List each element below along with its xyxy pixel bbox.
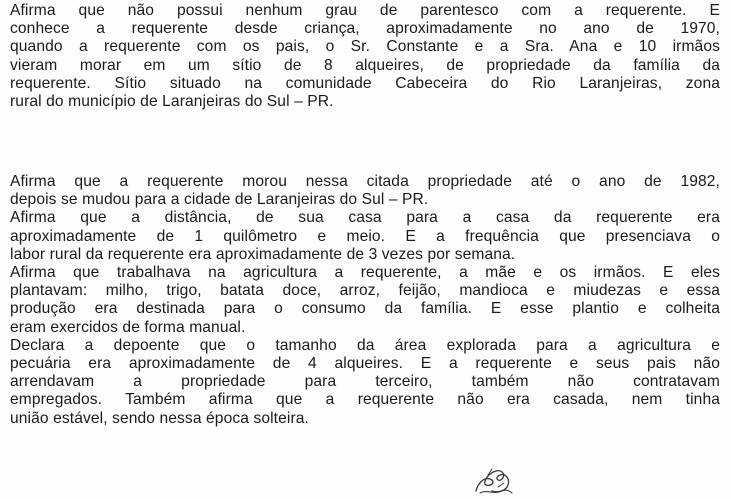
text-line: rural do município de Laranjeiras do Sul – PR. — [10, 93, 334, 111]
text-line: labor rural da requerente era aproximadamente de 3 vezes por semana. — [10, 245, 516, 263]
signature-scribble — [468, 465, 516, 497]
paragraph-statements — [10, 173, 720, 428]
text-line: união estável, sendo nessa época solteira. — [10, 409, 309, 427]
text-line: produção era destinada para o consumo da família. E esse plantio e colheita — [10, 300, 720, 318]
text-line: eram exercidos de forma manual. — [10, 318, 246, 336]
text-line: Afirma que a distância, de sua casa para a casa da requerente era — [10, 209, 720, 227]
text-line: requerente. Sítio situado na comunidade Cabeceira do Rio Laranjeiras, zona — [10, 74, 720, 92]
paragraph-relationship — [10, 2, 720, 111]
text-line: vieram morar em um sítio de 8 alqueires, de propriedade da família da — [10, 56, 720, 74]
text-line: Declara a depoente que o tamanho da área explorada para a agricultura e — [10, 336, 720, 354]
text-line: Afirma que não possui nenhum grau de parentesco com a requerente. E — [10, 2, 720, 19]
text-line: aproximadamente de 1 quilômetro e meio. E a frequência que presenciava o — [10, 227, 720, 245]
text-line: plantavam: milho, trigo, batata doce, arroz, feijão, mandioca e miudezas e essa — [10, 282, 720, 300]
text-line: depois se mudou para a cidade de Laranjeiras do Sul – PR. — [10, 191, 429, 209]
text-line: empregados. Também afirma que a requerente não era casada, nem tinha — [10, 391, 720, 409]
text-line: Afirma que a requerente morou nessa citada propriedade até o ano de 1982, — [10, 173, 720, 190]
text-line: arrendavam a propriedade para terceiro, também não contratavam — [10, 373, 720, 391]
text-line: pecuária era aproximadamente de 4 alqueires. E a requerente e seus pais não — [10, 355, 720, 373]
text-line: quando a requerente com os pais, o Sr. Constante e a Sra. Ana e 10 irmãos — [10, 38, 720, 56]
text-line: Afirma que trabalhava na agricultura a requerente, a mãe e os irmãos. E eles — [10, 264, 720, 282]
text-line: conhece a requerente desde criança, aproximadamente no ano de 1970, — [10, 20, 720, 38]
